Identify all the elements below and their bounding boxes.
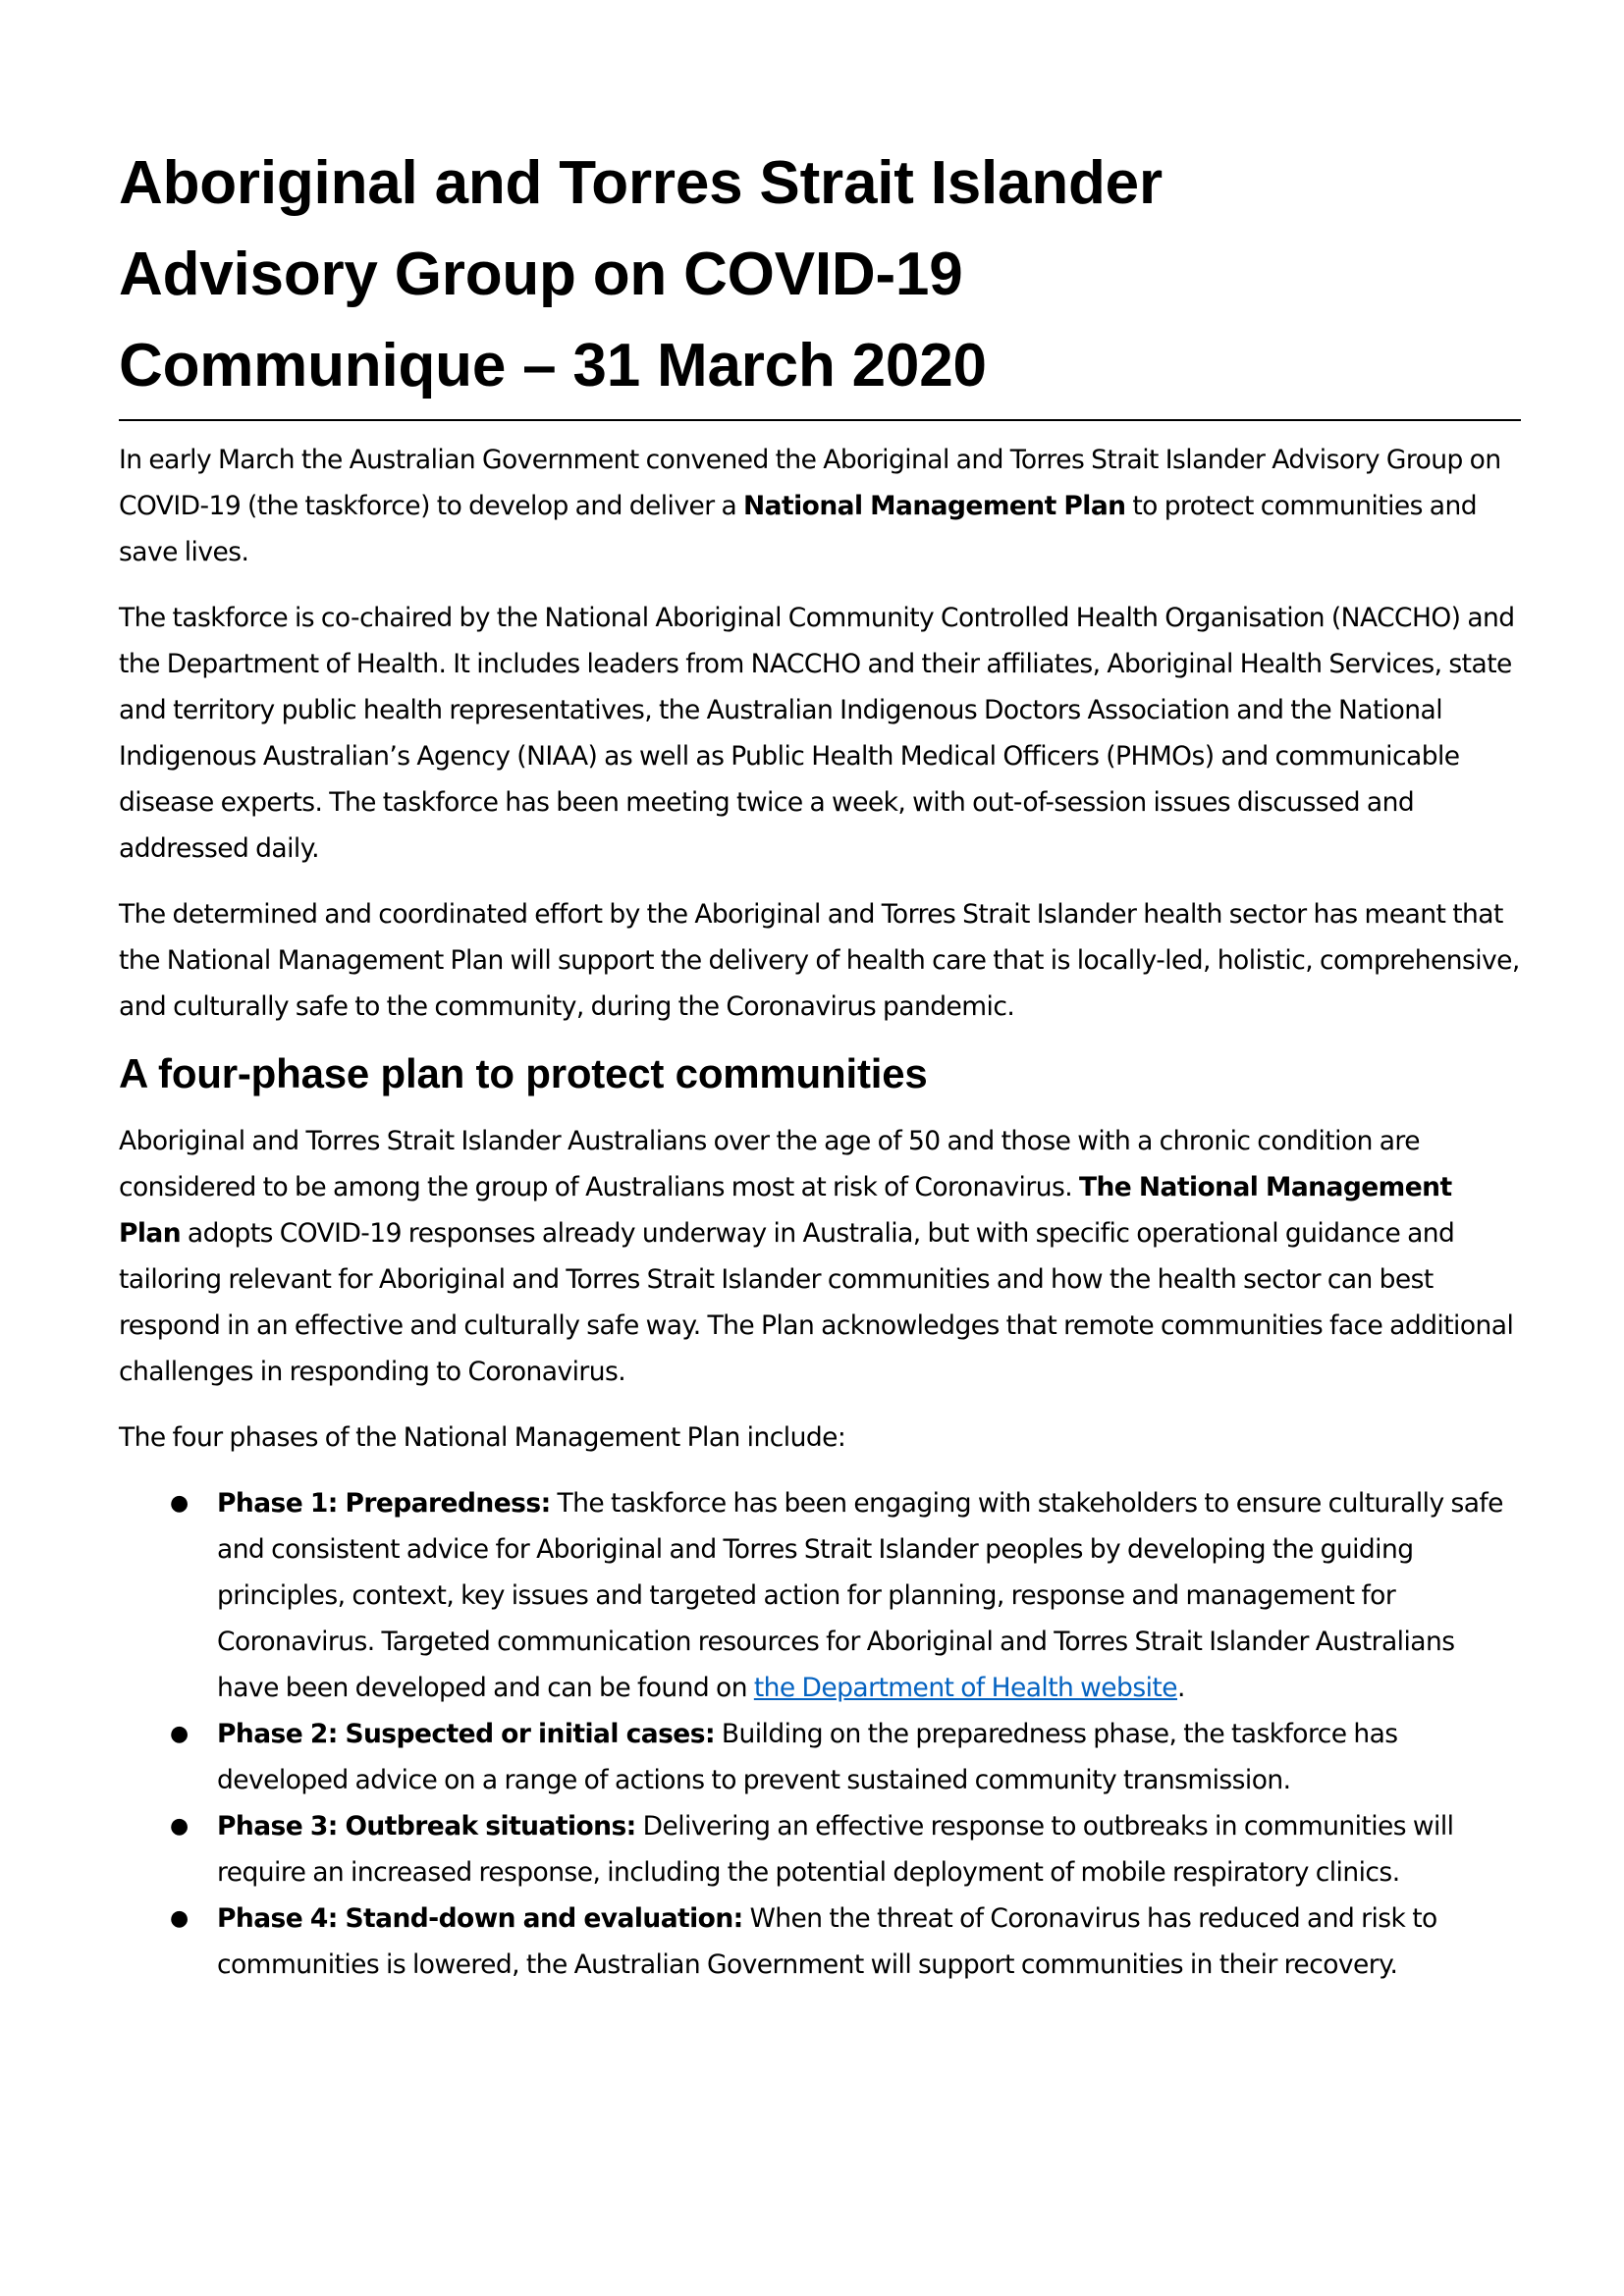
list-item: ● Phase 1: Preparedness: The taskforce has been engaging with stakeholders to ensure culturally safe and consistent advice for Aboriginal and Torres Strait Islander peoples by developing the guiding principles, context, key issues and targeted action for planning, response and management for Coronavirus. Targeted communication resources for Aboriginal and Torres Strait Islander Australians have been developed and can be found on the Department of Health website.	[119, 1480, 1521, 1711]
phases-list	[119, 1480, 1521, 1988]
section-paragraph-2: The four phases of the National Management Plan include:	[119, 1422, 846, 1453]
document-page	[119, 137, 1521, 1988]
phases-section	[119, 1118, 1521, 1988]
bullet-icon: ●	[170, 1906, 189, 1931]
intro-paragraph-3: The determined and coordinated effort by the Aboriginal and Torres Strait Islander health sector has meant that the National Management Plan will support the delivery of health care that is locally-led, holistic, comprehensive, and culturally safe to the community, during the Coronavirus pandemic.	[119, 899, 1520, 1022]
bullet-icon: ●	[170, 1814, 189, 1839]
title-line-2: Advisory Group on COVID-19	[119, 240, 963, 308]
list-item: ● Phase 2: Suspected or initial cases: Building on the preparedness phase, the taskforce has developed advice on a range of actions to prevent sustained community transmission.	[119, 1711, 1521, 1803]
section-heading: A four-phase plan to protect communities	[119, 1050, 928, 1096]
department-of-health-link[interactable]: the Department of Health website	[753, 1673, 1177, 1703]
list-item: ● Phase 3: Outbreak situations: Delivering an effective response to outbreaks in communities will require an increased response, including the potential deployment of mobile respiratory clinics.	[119, 1803, 1521, 1896]
title-line-1: Aboriginal and Torres Strait Islander	[119, 149, 1163, 217]
list-item: ● Phase 4: Stand-down and evaluation: When the threat of Coronavirus has reduced and risk to communities is lowered, the Australian Government will support communities in their recovery.	[119, 1896, 1521, 1988]
intro-paragraph-1: In early March the Australian Government convened the Aboriginal and Torres Strait Islander Advisory Group on COVID-19 (the taskforce) to develop and deliver a National Management Plan to protect communities and save lives.	[119, 445, 1501, 567]
bullet-icon: ●	[170, 1722, 189, 1746]
section-paragraph-1: Aboriginal and Torres Strait Islander Australians over the age of 50 and those with a chronic condition are considered to be among the group of Australians most at risk of Coronavirus. The National Management Plan adopts COVID-19 responses already underway in Australia, but with specific operational guidance and tailoring relevant for Aboriginal and Torres Strait Islander communities and how the health sector can best respond in an effective and culturally safe way. The Plan acknowledges that remote communities face additional challenges in responding to Coronavirus.	[119, 1126, 1514, 1387]
intro-paragraph-2: The taskforce is co-chaired by the National Aboriginal Community Controlled Health Organisation (NACCHO) and the Department of Health. It includes leaders from NACCHO and their affiliates, Aboriginal Health Services, state and territory public health representatives, the Australian Indigenous Doctors Association and the National Indigenous Australian’s Agency (NIAA) as well as Public Health Medical Officers (PHMOs) and communicable disease experts. The taskforce has been meeting twice a week, with out-of-session issues discussed and addressed daily.	[119, 603, 1515, 864]
bullet-icon: ●	[170, 1491, 189, 1516]
document-title	[119, 137, 1521, 411]
intro-section	[119, 437, 1521, 1030]
title-divider	[119, 419, 1521, 421]
title-line-3: Communique – 31 March 2020	[119, 332, 987, 400]
